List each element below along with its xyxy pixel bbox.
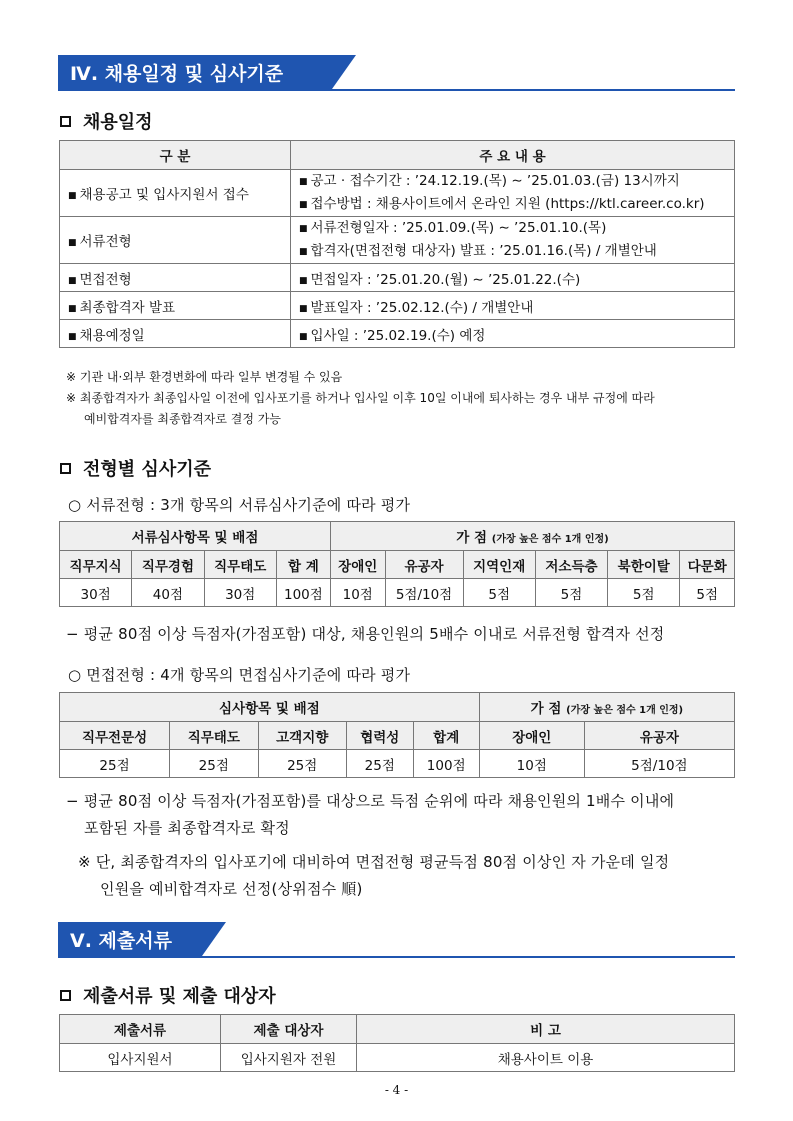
doc-header: 장애인 xyxy=(330,551,385,579)
section-4-title: Ⅳ. 채용일정 및 심사기준 xyxy=(58,55,332,89)
table-row xyxy=(60,170,735,217)
page-number: - 4 - xyxy=(384,1083,409,1097)
documents-value: 입사지원자 전원 xyxy=(221,1044,357,1072)
schedule-note-1: ※ 기관 내·외부 환경변화에 따라 일부 변경될 수 있음 xyxy=(66,370,343,384)
doc-header: 지역인재 xyxy=(463,551,535,579)
documents-value: 입사지원서 xyxy=(60,1044,221,1072)
interview-header: 협력성 xyxy=(346,722,413,750)
schedule-content: ■ 서류전형일자 : ’25.01.09.(목) ∼ ’25.01.10.(목) ■ 합격자(면접전형 대상자) 발표 : ’25.01.16.(목) / 개별안내 xyxy=(291,217,735,264)
interview-value: 25점 xyxy=(170,750,258,778)
doc-value: 30점 xyxy=(204,579,276,607)
doc-criteria-table xyxy=(59,521,735,607)
doc-header: 직무지식 xyxy=(60,551,132,579)
doc-header: 저소득층 xyxy=(535,551,607,579)
table-row xyxy=(60,750,735,778)
documents-header: 제출 대상자 xyxy=(221,1015,357,1044)
interview-header: 고객지향 xyxy=(258,722,346,750)
doc-group-bonus: 가 점 (가장 높은 점수 1개 인정) xyxy=(330,522,734,551)
doc-header: 직무경험 xyxy=(132,551,204,579)
documents-header: 비 고 xyxy=(357,1015,735,1044)
square-bullet-icon xyxy=(60,463,71,474)
doc-value: 30점 xyxy=(60,579,132,607)
doc-header: 북한이탈 xyxy=(608,551,680,579)
schedule-content: ■ 공고 · 접수기간 : ’24.12.19.(목) ∼ ’25.01.03.(금) 13시까지 ■ 접수방법 : 채용사이트에서 온라인 지원 (https://ktl.career.co.kr) xyxy=(291,170,735,217)
interview-value: 5점/10점 xyxy=(584,750,734,778)
doc-value: 100점 xyxy=(276,579,330,607)
criteria-heading xyxy=(60,455,211,481)
schedule-content: ■ 입사일 : ’25.02.19.(수) 예정 xyxy=(291,320,735,348)
schedule-header-content: 주 요 내 용 xyxy=(291,141,735,170)
schedule-heading xyxy=(60,108,153,134)
schedule-item: 접수방법 : 채용사이트에서 온라인 지원 (https://ktl.career.co.kr) xyxy=(310,196,705,212)
doc-value: 40점 xyxy=(132,579,204,607)
section-4-rule xyxy=(58,89,735,91)
interview-criteria-table xyxy=(59,692,735,778)
schedule-note-2-cont: 예비합격자를 최종합격자로 결정 가능 xyxy=(84,412,281,426)
interview-header: 직무태도 xyxy=(170,722,258,750)
schedule-content: ■ 면접일자 : ’25.01.20.(월) ∼ ’25.01.22.(수) xyxy=(291,264,735,292)
doc-header: 다문화 xyxy=(680,551,735,579)
doc-value: 5점 xyxy=(680,579,735,607)
schedule-item: 합격자(면접전형 대상자) 발표 : ’25.01.16.(목) / 개별안내 xyxy=(310,243,657,259)
doc-screening-result: − 평균 80점 이상 득점자(가점포함) 대상, 채용인원의 5배수 이내로 서류전형 합격자 선정 xyxy=(66,625,665,643)
documents-heading xyxy=(60,982,276,1008)
interview-group-bonus: 가 점 (가장 높은 점수 1개 인정) xyxy=(479,693,734,722)
schedule-category: ■ 채용공고 및 입사지원서 접수 xyxy=(60,170,291,217)
documents-table xyxy=(59,1014,735,1072)
interview-result-cont: 포함된 자를 최종합격자로 확정 xyxy=(84,819,290,837)
doc-value: 5점 xyxy=(463,579,535,607)
schedule-table xyxy=(59,140,735,348)
schedule-heading-text: 채용일정 xyxy=(83,112,153,133)
schedule-category: ■ 서류전형 xyxy=(60,217,291,264)
table-row xyxy=(60,264,735,292)
doc-screening-intro: ○ 서류전형 : 3개 항목의 서류심사기준에 따라 평가 xyxy=(68,496,411,514)
interview-result: − 평균 80점 이상 득점자(가점포함)를 대상으로 득점 순위에 따라 채용인원의 1배수 이내에 xyxy=(66,792,675,810)
section-5-rule xyxy=(58,956,735,958)
doc-header: 유공자 xyxy=(385,551,463,579)
schedule-header-category: 구 분 xyxy=(60,141,291,170)
schedule-note-2: ※ 최종합격자가 최종입사일 이전에 입사포기를 하거나 입사일 이후 10일 이내에 퇴사하는 경우 내부 규정에 따라 xyxy=(66,391,655,405)
doc-header: 직무태도 xyxy=(204,551,276,579)
interview-value: 25점 xyxy=(346,750,413,778)
section-5-title: Ⅴ. 제출서류 xyxy=(58,922,202,956)
schedule-item: 서류전형일자 : ’25.01.09.(목) ∼ ’25.01.10.(목) xyxy=(310,220,607,236)
square-bullet-icon xyxy=(60,116,71,127)
doc-value: 5점 xyxy=(535,579,607,607)
doc-value: 5점/10점 xyxy=(385,579,463,607)
section-5-banner xyxy=(58,922,202,956)
table-row xyxy=(60,320,735,348)
doc-value: 10점 xyxy=(330,579,385,607)
interview-note: ※ 단, 최종합격자의 입사포기에 대비하여 면접전형 평균득점 80점 이상인 자 가운데 일정 xyxy=(78,853,670,871)
interview-value: 25점 xyxy=(60,750,170,778)
schedule-category: ■ 최종합격자 발표 xyxy=(60,292,291,320)
interview-value: 10점 xyxy=(479,750,584,778)
interview-header: 유공자 xyxy=(584,722,734,750)
doc-value: 5점 xyxy=(608,579,680,607)
interview-value: 25점 xyxy=(258,750,346,778)
interview-intro: ○ 면접전형 : 4개 항목의 면접심사기준에 따라 평가 xyxy=(68,666,411,684)
documents-header: 제출서류 xyxy=(60,1015,221,1044)
table-row xyxy=(60,579,735,607)
schedule-category: ■ 면접전형 xyxy=(60,264,291,292)
table-row xyxy=(60,292,735,320)
doc-group-scores: 서류심사항목 및 배점 xyxy=(60,522,331,551)
documents-value: 채용사이트 이용 xyxy=(357,1044,735,1072)
schedule-content: ■ 발표일자 : ’25.02.12.(수) / 개별안내 xyxy=(291,292,735,320)
interview-header: 장애인 xyxy=(479,722,584,750)
square-bullet-icon xyxy=(60,990,71,1001)
criteria-heading-text: 전형별 심사기준 xyxy=(83,459,211,480)
interview-note-cont: 인원을 예비합격자로 선정(상위점수 順) xyxy=(100,880,363,898)
schedule-category: ■ 채용예정일 xyxy=(60,320,291,348)
section-4-banner xyxy=(58,55,332,89)
interview-value: 100점 xyxy=(413,750,479,778)
schedule-item: 공고 · 접수기간 : ’24.12.19.(목) ∼ ’25.01.03.(금) 13시까지 xyxy=(310,173,680,189)
interview-header: 직무전문성 xyxy=(60,722,170,750)
interview-header: 합계 xyxy=(413,722,479,750)
doc-header: 합 계 xyxy=(276,551,330,579)
interview-group-scores: 심사항목 및 배점 xyxy=(60,693,480,722)
table-row xyxy=(60,1044,735,1072)
table-row xyxy=(60,217,735,264)
documents-heading-text: 제출서류 및 제출 대상자 xyxy=(83,986,276,1007)
